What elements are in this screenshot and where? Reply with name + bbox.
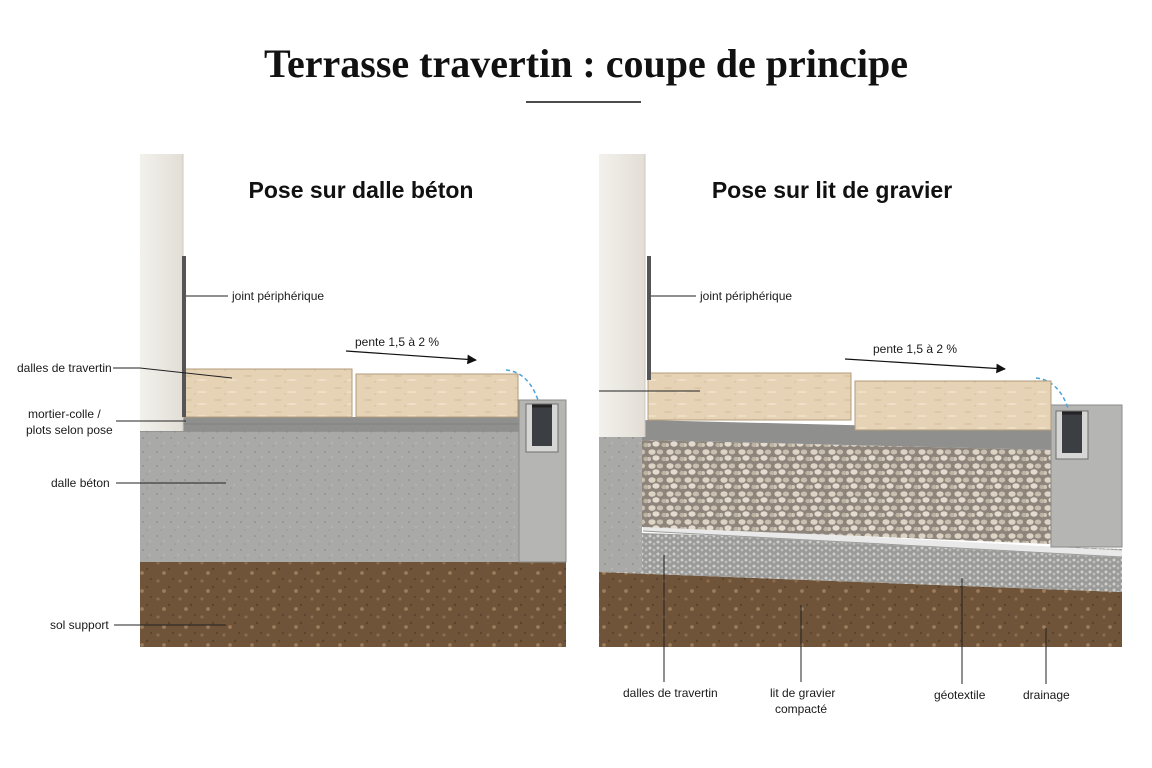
label-geotextile: géotextile [934, 688, 986, 702]
dalle-travertin-3 [648, 373, 851, 420]
dalle-beton-layer [140, 431, 519, 562]
label-sol-support: sol support [50, 618, 109, 632]
dalle-travertin-1 [184, 369, 352, 417]
label-mortier-beton-1: mortier-colle / [28, 407, 101, 421]
panel-title-gravier: Pose sur lit de gravier [711, 177, 953, 203]
label-joint-gravier: joint périphérique [700, 289, 793, 303]
label-dalles-beton: dalles de travertin [17, 361, 112, 375]
panel-lit-gravier [599, 154, 1122, 716]
mur-2 [599, 154, 645, 437]
main-title: Terrasse travertin : coupe de principe [264, 41, 908, 86]
caniveau-icon [526, 404, 558, 452]
label-gravier-1: lit de gravier [770, 686, 836, 700]
joint-peripherique-2 [647, 256, 651, 380]
dalle-travertin-2 [356, 374, 518, 417]
slope-label-beton: pente 1,5 à 2 % [355, 335, 440, 349]
label-dalles-gravier: dalles de travertin [623, 686, 718, 700]
label-dalle-beton: dalle béton [51, 476, 110, 490]
label-gravier-2: compacté [775, 702, 828, 716]
joint-peripherique [182, 256, 186, 417]
slope-label-gravier: pente 1,5 à 2 % [873, 342, 958, 356]
label-joint-beton: joint périphérique [232, 289, 325, 303]
dalle-travertin-4 [855, 381, 1051, 430]
slope-arrow-2 [845, 359, 1005, 369]
label-mortier-beton-2: plots selon pose [26, 423, 113, 437]
fondation-mur [599, 437, 642, 572]
mur [140, 154, 183, 431]
caniveau-icon-2 [1056, 411, 1088, 459]
panel-title-beton: Pose sur dalle béton [248, 177, 474, 203]
panel-dalle-beton [17, 154, 566, 647]
label-drainage: drainage [1023, 688, 1070, 702]
lit-gravier-layer [642, 440, 1051, 544]
slope-arrow [346, 351, 476, 360]
sol-support-layer [140, 562, 566, 647]
